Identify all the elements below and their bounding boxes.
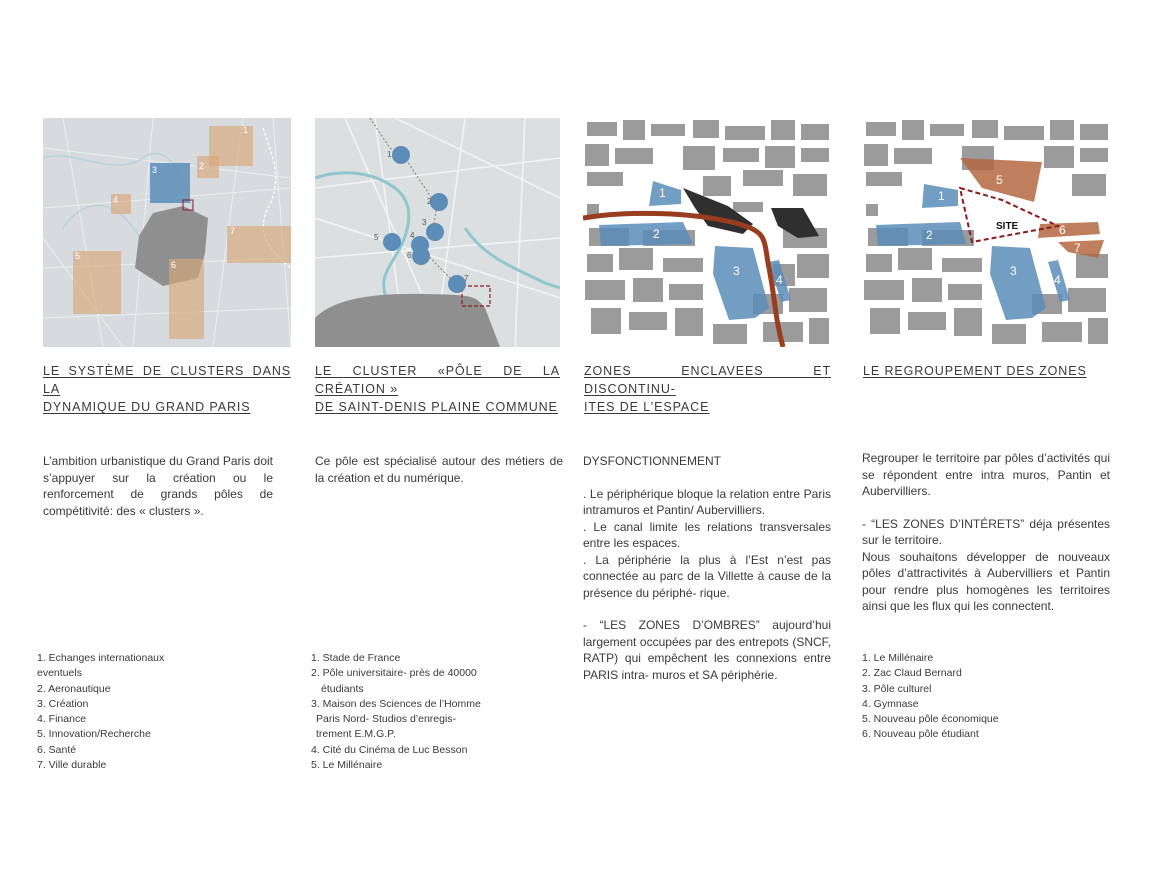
list-item: 5. Innovation/Recherche bbox=[37, 728, 151, 741]
list-item: 5. Nouveau pôle économique bbox=[862, 713, 999, 726]
legend-list bbox=[862, 651, 1112, 743]
legend-list bbox=[37, 651, 287, 773]
body-paragraph: - “LES ZONES D’OMBRES” aujourd’hui largement occupées par des entrepots (SNCF, RATP) qui empêchent les connexions entre PARIS intra- muros et SA périphérie. bbox=[583, 618, 831, 682]
map-label: 5 bbox=[75, 251, 81, 261]
map-regroupement-svg bbox=[862, 118, 1110, 347]
body-paragraph: Ce pôle est spécialisé autour des métiers de la création et du numérique. bbox=[315, 454, 563, 485]
list-item: 4. Finance bbox=[37, 713, 87, 726]
body-paragraph: . La périphérie la plus à l’Est n’est pas connectée au parc de la Villette à cause de la présence du périphé- rique. bbox=[583, 552, 831, 600]
body-paragraph bbox=[862, 500, 1110, 516]
title-line: DYNAMIQUE DU GRAND PARIS bbox=[43, 400, 251, 414]
list-item: 1. Le Millénaire bbox=[862, 652, 934, 664]
title-line: LE REGROUPEMENT DES ZONES bbox=[863, 364, 1087, 378]
panel-body bbox=[315, 453, 563, 486]
map-label: 6 bbox=[407, 251, 412, 260]
body-paragraph: - “LES ZONES D’INTÉRETS” déja présentes sur le territoire. bbox=[862, 516, 1110, 547]
body-paragraph: . Le canal limite les relations transversales entre les espaces. bbox=[583, 519, 831, 550]
map-label: 3 bbox=[152, 165, 158, 175]
map-label: 2 bbox=[427, 197, 432, 206]
list-item: 7. Ville durable bbox=[37, 759, 107, 772]
map-label: 1 bbox=[659, 186, 666, 200]
map-label: 6 bbox=[171, 260, 177, 270]
map-label: 2 bbox=[199, 161, 205, 171]
list-item: 3. Maison des Sciences de l’Homme bbox=[311, 697, 481, 710]
body-paragraph: . Le périphérique bloque la relation entre Paris intramuros et Pantin/ Aubervilliers. bbox=[583, 486, 831, 517]
map-saint-denis-svg bbox=[315, 118, 560, 347]
map-grand-paris bbox=[43, 118, 291, 347]
panel-title bbox=[863, 362, 1110, 380]
map-label: 2 bbox=[653, 227, 660, 241]
map-label: 4 bbox=[410, 231, 415, 240]
map-label: 7 bbox=[464, 274, 469, 283]
title-line: DE SAINT-DENIS PLAINE COMMUNE bbox=[315, 400, 558, 414]
map-label: 1 bbox=[938, 189, 945, 203]
map-regroupement bbox=[862, 118, 1110, 347]
list-item: 2. Aeronautique bbox=[37, 682, 111, 695]
body-paragraph bbox=[583, 601, 831, 617]
panel-body bbox=[583, 453, 831, 683]
panel-title bbox=[43, 362, 291, 416]
list-item: 6. Santé bbox=[37, 743, 77, 756]
map-saint-denis bbox=[315, 118, 560, 347]
legend-list bbox=[311, 651, 561, 773]
site-label: SITE bbox=[996, 221, 1019, 232]
map-label: 1 bbox=[387, 150, 392, 159]
map-label: 7 bbox=[230, 226, 236, 236]
list-item: Paris Nord- Studios d’enregis- bbox=[316, 713, 457, 726]
map-label: 4 bbox=[1054, 273, 1061, 287]
map-label: 3 bbox=[1010, 264, 1017, 278]
map-zones-enclavees bbox=[583, 118, 831, 347]
map-label: 2 bbox=[926, 228, 933, 242]
list-item: 4. Gymnase bbox=[862, 697, 919, 710]
list-item: 6. Nouveau pôle étudiant bbox=[862, 728, 979, 741]
body-paragraph: Regrouper le territoire par pôles d’activités qui se répondent entre intra muros, Pantin et Aubervilliers. bbox=[862, 451, 1110, 498]
title-line: LE CLUSTER «PÔLE DE LA CRÉATION » bbox=[315, 364, 560, 396]
list-item: 2. Pôle universitaire- près de 40000 bbox=[311, 667, 477, 680]
title-line: ITES DE L’ESPACE bbox=[584, 400, 710, 414]
list-item: trement E.M.G.P. bbox=[316, 728, 396, 741]
list-item: étudiants bbox=[321, 682, 364, 695]
panel-body bbox=[862, 450, 1110, 615]
map-zones-enclavees-svg bbox=[583, 118, 831, 347]
map-label: 3 bbox=[422, 218, 427, 227]
title-line: LE SYSTÈME DE CLUSTERS DANS LA bbox=[43, 364, 291, 396]
map-grand-paris-svg bbox=[43, 118, 291, 347]
title-line: ZONES ENCLAVEES ET DISCONTINU- bbox=[584, 364, 831, 396]
body-paragraph: DYSFONCTIONNEMENT bbox=[583, 454, 721, 468]
list-item: 1. Stade de France bbox=[311, 652, 401, 664]
map-label: 1 bbox=[243, 125, 249, 135]
panel-title bbox=[584, 362, 831, 416]
map-label: 3 bbox=[733, 264, 740, 278]
list-item: eventuels bbox=[37, 667, 82, 680]
body-paragraph: L’ambition urbanistique du Grand Paris doit s’appuyer sur la création ou le renforcement de grands pôles de compétitivité: des « clusters ». bbox=[43, 454, 273, 518]
list-item: 1. Echanges internationaux bbox=[37, 652, 165, 664]
map-label: 6 bbox=[1059, 223, 1066, 237]
map-label: 7 bbox=[1074, 241, 1081, 255]
list-item: 5. Le Millénaire bbox=[311, 759, 383, 772]
map-label: 4 bbox=[776, 273, 783, 287]
panel-body bbox=[43, 453, 273, 519]
list-item: 3. Création bbox=[37, 697, 89, 710]
list-item: 4. Cité du Cinéma de Luc Besson bbox=[311, 743, 468, 756]
list-item: 2. Zac Claud Bernard bbox=[862, 667, 962, 680]
list-item: 3. Pôle culturel bbox=[862, 682, 932, 695]
map-label: 5 bbox=[996, 173, 1003, 187]
panel-title bbox=[315, 362, 560, 416]
body-paragraph: Nous souhaitons développer de nouveaux pôles d’attractivités à Aubervilliers et Pantin pour rendre plus homogènes les territoires ainsi que les flux qui les connectent. bbox=[862, 549, 1110, 613]
map-label: 5 bbox=[374, 233, 379, 242]
body-paragraph bbox=[583, 470, 831, 486]
map-label: 4 bbox=[113, 195, 119, 205]
